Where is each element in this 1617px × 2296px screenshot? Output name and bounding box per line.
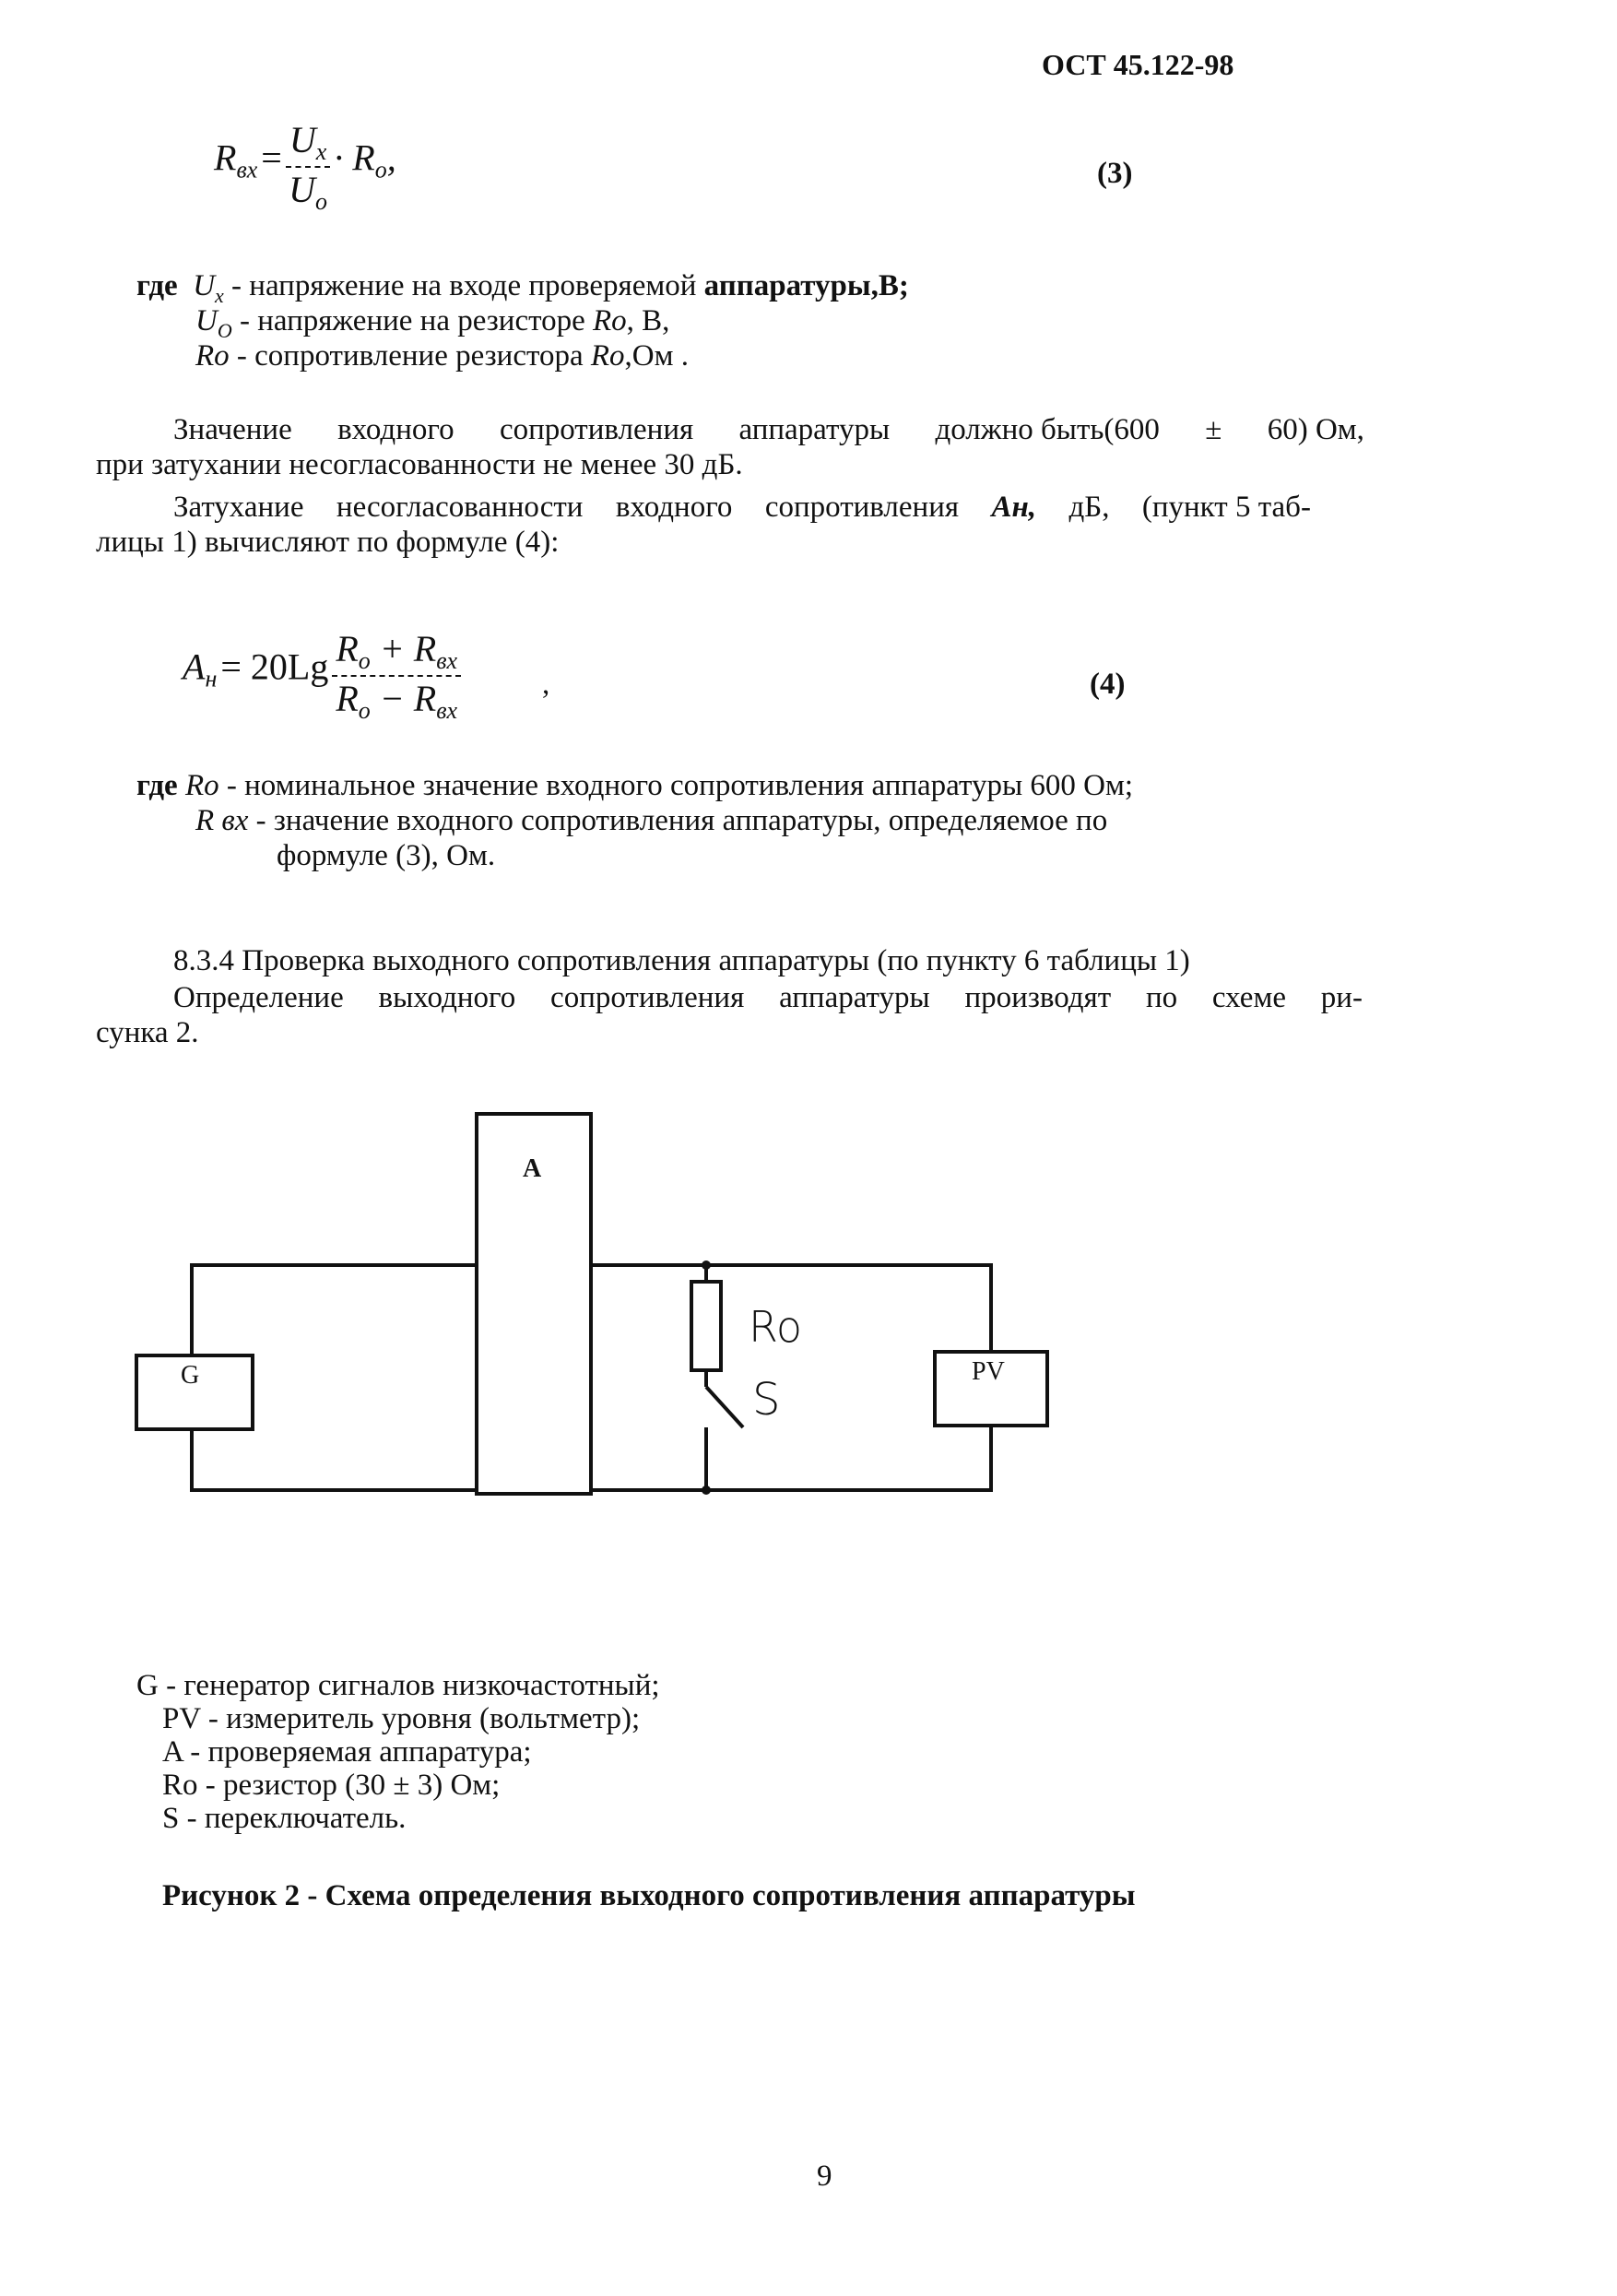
- box-a-label: A: [523, 1154, 542, 1183]
- fig-legend-pv: PV - измеритель уровня (вольтметр);: [162, 1702, 641, 1735]
- legend4-line1: где Ro - номинальное значение входного сопротивления аппаратуры 600 Ом;: [136, 769, 1133, 802]
- switch-label: S: [752, 1374, 781, 1426]
- legend4-line3: формуле (3), Ом.: [277, 839, 496, 872]
- fig-legend-a: A - проверяемая аппаратура;: [162, 1735, 532, 1769]
- resistor-label: Ro: [749, 1302, 803, 1352]
- formula-3: Rвх = $\frac{U_x}{U_o}$ · Ro,: [214, 119, 396, 215]
- document-code: ОСТ 45.122-98: [1042, 48, 1234, 81]
- fig-legend-s: S - переключатель.: [162, 1802, 407, 1835]
- wire-left-top: [192, 1265, 477, 1355]
- junction-bottom: [702, 1485, 711, 1495]
- legend3-line1: где $U_x$ - напряжение на входе проверяемой аппаратуры,В;: [136, 269, 909, 307]
- formula-4-comma: ,: [542, 668, 550, 701]
- switch-s: [706, 1387, 743, 1427]
- wire-left-bottom: [192, 1429, 477, 1490]
- para1-line2: при затухании несогласованности не менее 30 дБ.: [96, 448, 743, 481]
- wire-right-bottom: [591, 1426, 991, 1490]
- section-line2: сунка 2.: [96, 1016, 199, 1049]
- junction-top: [702, 1260, 711, 1270]
- figure-caption: Рисунок 2 - Схема определения выходного сопротивления аппаратуры: [162, 1879, 1136, 1912]
- section-heading: 8.3.4 Проверка выходного сопротивления аппаратуры (по пункту 6 таблицы 1): [173, 944, 1190, 977]
- box-g-label: G: [181, 1361, 200, 1390]
- fig-legend-ro: Ro - резистор (30 ± 3) Ом;: [162, 1769, 501, 1802]
- legend4-line2: R вх - значение входного сопротивления аппаратуры, определяемое по: [195, 804, 1108, 837]
- formula-3-number: (3): [1097, 157, 1133, 190]
- section-line1: Определение выходного сопротивления аппаратуры производят по схеме ри-: [173, 981, 1363, 1014]
- formula-4: Aн = 20Lg $\frac{R_o + R_{вх}}{R_o - R_{вх}}$: [183, 627, 461, 725]
- legend3-line2: $U_O$ - напряжение на резисторе Ro, В,: [195, 304, 670, 342]
- para2-line2: лицы 1) вычисляют по формуле (4):: [96, 526, 560, 559]
- formula-4-number: (4): [1090, 668, 1126, 701]
- fig-legend-g: G - генератор сигналов низкочастотный;: [136, 1669, 660, 1702]
- page-number: 9: [817, 2160, 832, 2193]
- box-pv-label: PV: [972, 1357, 1005, 1386]
- para1-line1: Значение входного сопротивления аппаратуры должно быть(600 ± 60) Ом,: [173, 413, 1364, 446]
- para2-line1: Затухание несогласованности входного сопротивления Ан, дБ, (пункт 5 таб-: [173, 491, 1311, 524]
- resistor-ro: [691, 1282, 721, 1370]
- legend3-line3: Ro - сопротивление резистора Ro,Ом .: [195, 339, 690, 373]
